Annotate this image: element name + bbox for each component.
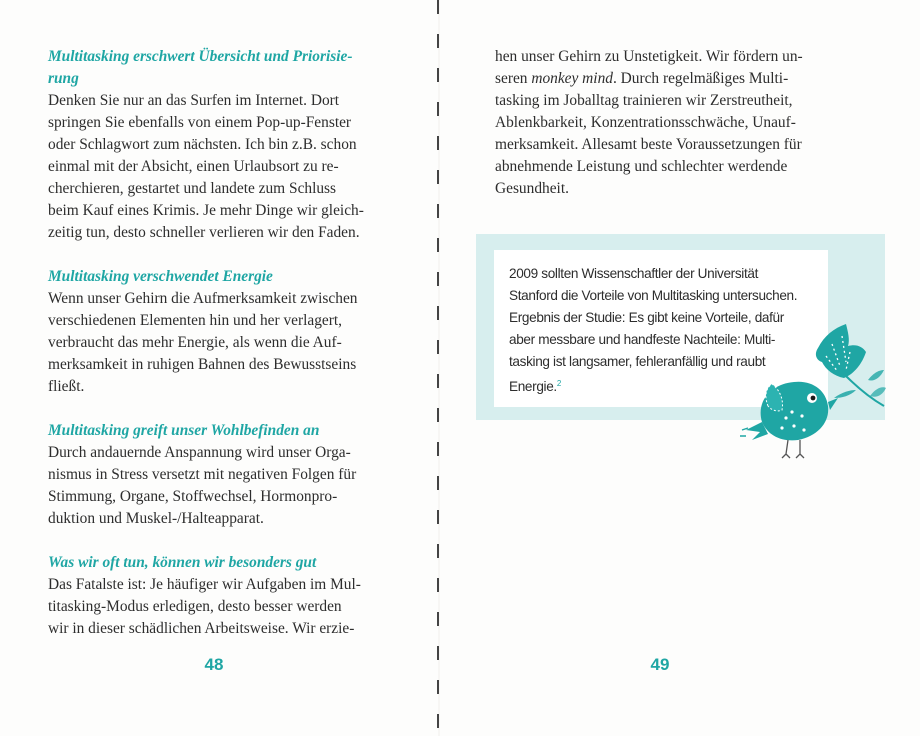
spine-dash bbox=[437, 714, 439, 728]
text-line: seren monkey mind. Durch regelmäßiges Multi- bbox=[495, 70, 789, 87]
text-line: verbraucht das mehr Energie, als wenn die Auf- bbox=[48, 334, 342, 351]
paragraph-wellbeing bbox=[48, 442, 382, 530]
paragraph-continuation bbox=[495, 46, 829, 200]
spine-dash bbox=[437, 680, 439, 694]
heading-line: Multitasking verschwendet Energie bbox=[48, 268, 273, 285]
info-line: Stanford die Vorteile von Multitasking untersuchen. bbox=[509, 288, 798, 303]
text-line: Durch andauernde Anspannung wird unser Orga- bbox=[48, 444, 351, 461]
spine-dash bbox=[437, 442, 439, 456]
spine-dash bbox=[437, 578, 439, 592]
bird-flower-illustration bbox=[738, 318, 886, 464]
spine-dash bbox=[437, 612, 439, 626]
book-spine-divider bbox=[437, 0, 439, 736]
page-number-right: 49 bbox=[650, 655, 670, 674]
text-line: titasking-Modus erledigen, desto besser werden bbox=[48, 598, 342, 615]
text-line: wir in dieser schädlichen Arbeitsweise. Wir erzie- bbox=[48, 620, 355, 637]
heading-line: Multitasking erschwert Übersicht und Priorisie- bbox=[48, 48, 353, 65]
bird-icon bbox=[740, 382, 838, 458]
info-line: tasking ist langsamer, fehleranfällig und raubt bbox=[509, 354, 766, 369]
text-line: einmal mit der Absicht, einen Urlaubsort zu re- bbox=[48, 158, 339, 175]
spine-dash bbox=[437, 374, 439, 388]
info-line: Ergebnis der Studie: Es gibt keine Vorteile, dafür bbox=[509, 310, 784, 325]
spine-dash bbox=[437, 340, 439, 354]
heading-line: Was wir oft tun, können wir besonders gut bbox=[48, 554, 317, 571]
text-line: springen Sie ebenfalls von einem Pop-up-Fenster bbox=[48, 114, 352, 131]
text-line: hen unser Gehirn zu Unstetigkeit. Wir fördern un- bbox=[495, 48, 803, 65]
footnote-marker: 2 bbox=[556, 379, 561, 388]
paragraph-habit bbox=[48, 574, 382, 640]
spine-dash bbox=[437, 204, 439, 218]
text-line: merksamkeit in ruhigen Bahnen des Bewusstseins bbox=[48, 356, 357, 373]
text-line: Gesundheit. bbox=[495, 180, 569, 197]
spine-dash bbox=[437, 510, 439, 524]
text-line: Stimmung, Organe, Stoffwechsel, Hormonpro- bbox=[48, 488, 338, 505]
spine-dash bbox=[437, 306, 439, 320]
spine-dash bbox=[437, 408, 439, 422]
paragraph-energy bbox=[48, 288, 382, 398]
text-line: zeitig tun, desto schneller verlieren wir den Faden. bbox=[48, 224, 360, 241]
emphasis-monkey-mind: monkey mind bbox=[531, 70, 613, 87]
spine-dash bbox=[437, 68, 439, 82]
spine-dash bbox=[437, 102, 439, 116]
spine-dash bbox=[437, 238, 439, 252]
spine-dash bbox=[437, 646, 439, 660]
spine-dash bbox=[437, 0, 439, 14]
page-number-left: 48 bbox=[204, 655, 224, 674]
section-heading-energy bbox=[48, 266, 382, 288]
text-line: Ablenkbarkeit, Konzentrationsschwäche, Unauf- bbox=[495, 114, 796, 131]
text-line: fließt. bbox=[48, 378, 85, 395]
text-line: merksamkeit. Allesamt beste Voraussetzungen für bbox=[495, 136, 802, 153]
text-line: Das Fatalste ist: Je häufiger wir Aufgaben im Mul- bbox=[48, 576, 361, 593]
right-page-text-column bbox=[495, 46, 829, 200]
heading-line: rung bbox=[48, 70, 79, 87]
text-line: Wenn unser Gehirn die Aufmerksamkeit zwischen bbox=[48, 290, 358, 307]
text-line: tasking im Joballtag trainieren wir Zerstreutheit, bbox=[495, 92, 793, 109]
text-line: oder Schlagwort zum nächsten. Ich bin z.B. schon bbox=[48, 136, 357, 153]
spine-dash bbox=[437, 476, 439, 490]
info-line: Energie. bbox=[509, 379, 557, 394]
spine-dash bbox=[437, 272, 439, 286]
info-line: 2009 sollten Wissenschaftler der Universität bbox=[509, 266, 759, 281]
spine-dash bbox=[437, 170, 439, 184]
flower-icon bbox=[816, 324, 886, 406]
section-heading-wellbeing bbox=[48, 420, 382, 442]
info-line: aber messbare und handfeste Nachteile: Multi- bbox=[509, 332, 776, 347]
spine-dash bbox=[437, 136, 439, 150]
spine-dash bbox=[437, 544, 439, 558]
paragraph-overview bbox=[48, 90, 382, 244]
section-heading-habit bbox=[48, 552, 382, 574]
text-line: cherchieren, gestartet und landete zum Schluss bbox=[48, 180, 337, 197]
text-line: Denken Sie nur an das Surfen im Internet. Dort bbox=[48, 92, 340, 109]
text-line: duktion und Muskel-/Halteapparat. bbox=[48, 510, 264, 527]
left-page-text-column bbox=[48, 46, 382, 640]
text-line: abnehmende Leistung und schlechter werdende bbox=[495, 158, 788, 175]
text-line: nismus in Stress versetzt mit negativen Folgen für bbox=[48, 466, 357, 483]
heading-line: Multitasking greift unser Wohlbefinden an bbox=[48, 422, 320, 439]
text-line: beim Kauf eines Krimis. Je mehr Dinge wir gleich- bbox=[48, 202, 364, 219]
section-heading-overview bbox=[48, 46, 382, 90]
spine-dash bbox=[437, 34, 439, 48]
text-line: verschiedenen Elementen hin und her verlagert, bbox=[48, 312, 343, 329]
